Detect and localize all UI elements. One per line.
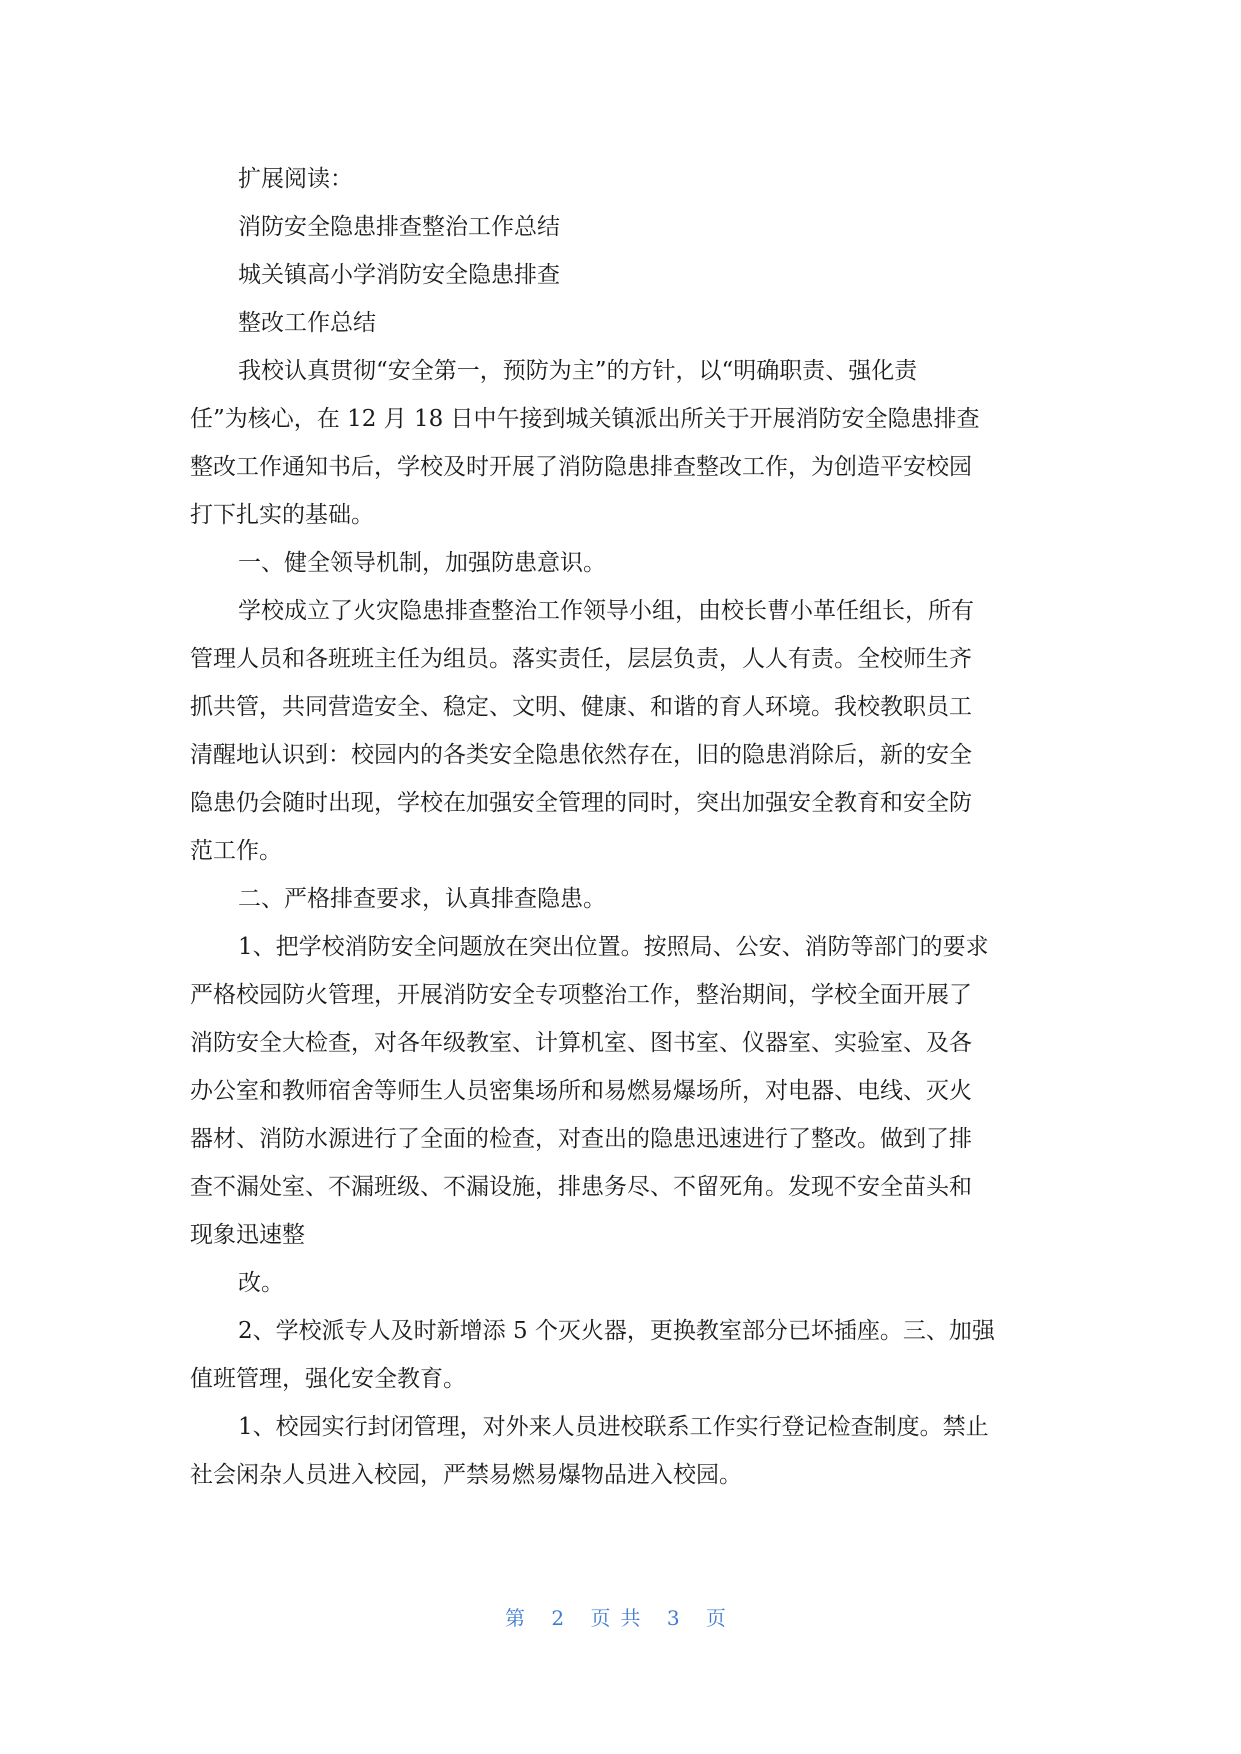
text-line: 城关镇高小学消防安全隐患排查 bbox=[238, 262, 560, 288]
text-line: 1、校园实行封闭管理，对外来人员进校联系工作实行登记检查制度。禁止 bbox=[238, 1414, 989, 1440]
text-line: 现象迅速整 bbox=[190, 1222, 305, 1248]
text-line: 整改工作总结 bbox=[238, 310, 376, 336]
text-line: 2、学校派专人及时新增添 5 个灭火器，更换教室部分已坏插座。三、加强 bbox=[238, 1318, 995, 1344]
text-line: 学校成立了火灾隐患排查整治工作领导小组，由校长曹小革任组长，所有 bbox=[238, 598, 974, 624]
text-line: 整改工作通知书后，学校及时开展了消防隐患排查整改工作，为创造平安校园 bbox=[190, 454, 972, 480]
text-line: 清醒地认识到：校园内的各类安全隐患依然存在，旧的隐患消除后，新的安全 bbox=[190, 742, 972, 768]
text-line: 范工作。 bbox=[190, 838, 282, 864]
text-line: 任”为核心，在 12 月 18 日中午接到城关镇派出所关于开展消防安全隐患排查 bbox=[190, 406, 980, 432]
text-line: 抓共管，共同营造安全、稳定、文明、健康、和谐的育人环境。我校教职员工 bbox=[190, 694, 972, 720]
text-line: 消防安全大检查，对各年级教室、计算机室、图书室、仪器室、实验室、及各 bbox=[190, 1030, 972, 1056]
text-line: 我校认真贯彻“安全第一，预防为主”的方针，以“明确职责、强化责 bbox=[238, 358, 918, 384]
text-line: 管理人员和各班班主任为组员。落实责任，层层负责，人人有责。全校师生齐 bbox=[190, 646, 972, 672]
text-line: 1、把学校消防安全问题放在突出位置。按照局、公安、消防等部门的要求 bbox=[238, 934, 989, 960]
text-line: 改。 bbox=[238, 1270, 284, 1296]
text-line: 查不漏处室、不漏班级、不漏设施，排患务尽、不留死角。发现不安全苗头和 bbox=[190, 1174, 972, 1200]
text-line: 隐患仍会随时出现，学校在加强安全管理的同时，突出加强安全教育和安全防 bbox=[190, 790, 972, 816]
text-line: 社会闲杂人员进入校园，严禁易燃易爆物品进入校园。 bbox=[190, 1462, 742, 1488]
text-line: 器材、消防水源进行了全面的检查，对查出的隐患迅速进行了整改。做到了排 bbox=[190, 1126, 972, 1152]
document-body bbox=[190, 155, 1055, 1499]
section-heading: 二、严格排查要求，认真排查隐患。 bbox=[238, 886, 606, 912]
text-line: 扩展阅读： bbox=[238, 166, 353, 192]
text-line: 严格校园防火管理，开展消防安全专项整治工作，整治期间，学校全面开展了 bbox=[190, 982, 972, 1008]
text-line: 消防安全隐患排查整治工作总结 bbox=[238, 214, 560, 240]
page-number-footer: 第 2 页共 3 页 bbox=[505, 1606, 736, 1630]
text-line: 值班管理，强化安全教育。 bbox=[190, 1366, 466, 1392]
section-heading: 一、健全领导机制，加强防患意识。 bbox=[238, 550, 606, 576]
text-line: 打下扎实的基础。 bbox=[190, 502, 374, 528]
text-line: 办公室和教师宿舍等师生人员密集场所和易燃易爆场所，对电器、电线、灭火 bbox=[190, 1078, 972, 1104]
